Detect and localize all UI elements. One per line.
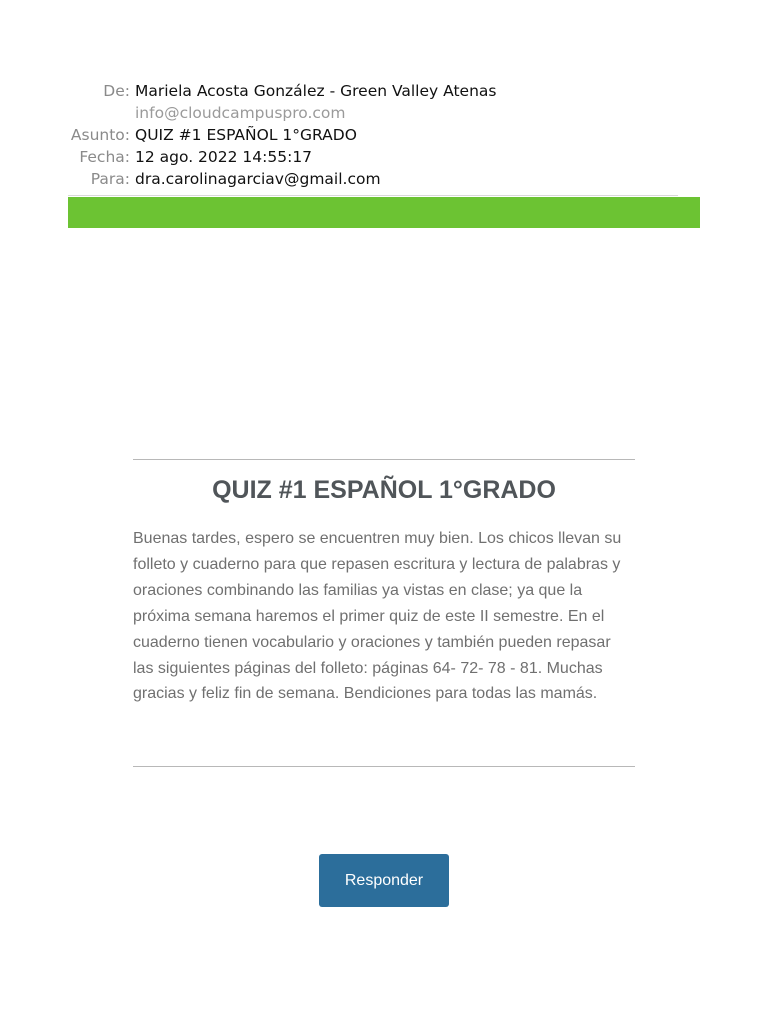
sender-address[interactable]: info@cloudcampuspro.com [135,104,346,122]
message-bottom-divider [133,766,635,767]
date-label: Fecha: [79,148,130,166]
date-row [0,146,768,168]
header-divider [68,195,678,196]
message-title: QUIZ #1 ESPAÑOL 1°GRADO [212,476,556,504]
sender-name: Mariela Acosta González - Green Valley Atenas [135,82,497,100]
date-value: 12 ago. 2022 14:55:17 [135,148,313,166]
brand-banner [68,197,700,228]
reply-button[interactable]: Responder [319,854,449,907]
message-body: Buenas tardes, espero se encuentren muy bien. Los chicos llevan su folleto y cuaderno para que repasen escritura y lectura de palabras y oraciones combinando las familias ya vistas en clase; ya que la próxima semana haremos el primer quiz de este II semestre. En el cuaderno tienen vocabulario y oraciones y también pueden repasar las siguientes páginas del folleto: páginas 64- 72- 78 - 81. Muchas gracias y feliz fin de semana. Bendiciones para todas las mamás. [133,530,622,703]
email-header [0,80,768,190]
subject-label: Asunto: [70,126,130,144]
to-label: Para: [90,170,130,188]
to-row [0,168,768,190]
message-top-divider [133,459,635,460]
recipient-address[interactable]: dra.carolinagarciav@gmail.com [135,170,381,188]
from-label: De: [103,82,130,100]
from-row [0,80,768,102]
sender-address-row [0,102,768,124]
subject-row [0,124,768,146]
subject-value: QUIZ #1 ESPAÑOL 1°GRADO [135,126,357,144]
